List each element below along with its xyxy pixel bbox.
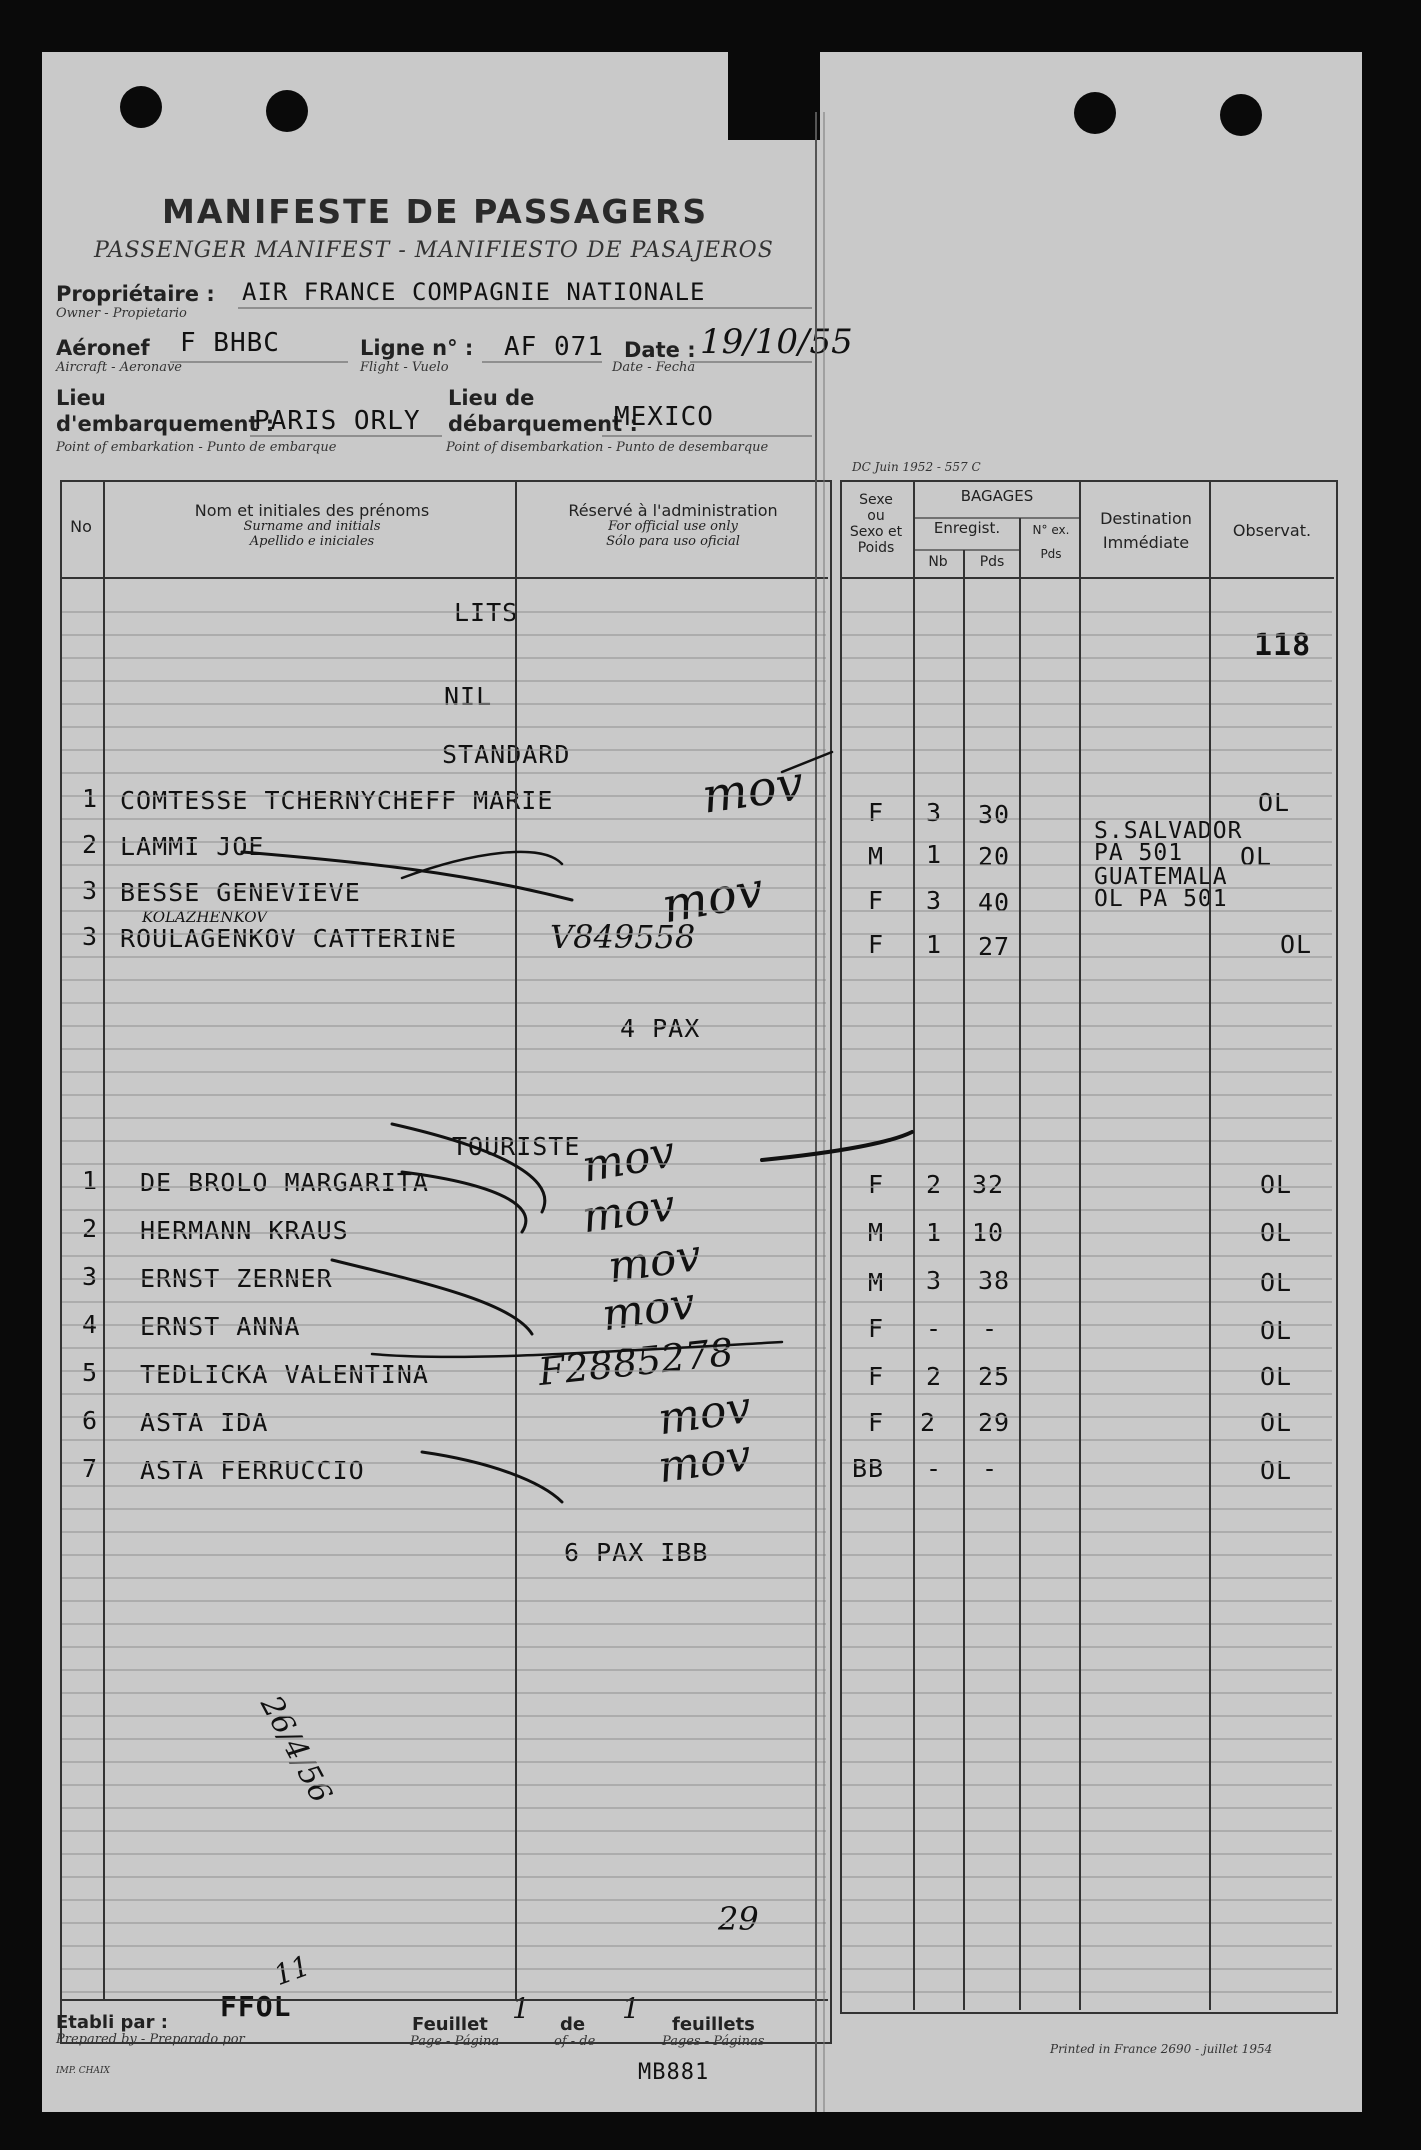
disembark-label-small: Point of disembarkation - Punto de desembarque bbox=[446, 440, 769, 455]
embark-label-2: d'embarquement : bbox=[56, 412, 275, 436]
observation: OL bbox=[1240, 842, 1273, 871]
disembark-value: MEXICO bbox=[614, 402, 714, 432]
date-label-small: Date - Fecha bbox=[612, 360, 696, 375]
handwritten-mov: mov bbox=[604, 1229, 705, 1294]
handwritten-passport: V849558 bbox=[550, 918, 696, 956]
col-bags: BAGAGES bbox=[960, 487, 1034, 505]
bag-count: 1 bbox=[926, 840, 943, 869]
bag-count: - bbox=[926, 1454, 943, 1483]
date-label: Date : bbox=[624, 338, 696, 362]
standard-total: 4 PAX bbox=[620, 1014, 701, 1043]
bag-count: 1 bbox=[926, 930, 943, 959]
bag-count: 2 bbox=[920, 1408, 937, 1437]
passenger-name: ERNST ANNA bbox=[140, 1312, 301, 1341]
col-pds: Pds bbox=[979, 554, 1005, 570]
col-admin: Réservé à l'administration For official use only Sólo para uso oficial bbox=[568, 501, 778, 550]
of-label: de bbox=[560, 2014, 586, 2035]
disembark-label-2: débarquement : bbox=[448, 412, 638, 436]
bag-weight: 40 bbox=[978, 888, 1011, 917]
passenger-sex: F bbox=[868, 1170, 885, 1199]
handwritten-mov: mov bbox=[598, 1277, 699, 1342]
bag-weight: 20 bbox=[978, 842, 1011, 871]
passenger-name: ROULAGENKOV CATTERINE bbox=[120, 924, 458, 953]
passenger-name: DE BROLO MARGARITA bbox=[140, 1168, 429, 1197]
bag-count: 2 bbox=[926, 1170, 943, 1199]
bag-weight: 29 bbox=[978, 1408, 1011, 1437]
col-extra: N° ex. Pds bbox=[1032, 523, 1070, 561]
destination: GUATEMALA OL PA 501 bbox=[1094, 864, 1228, 912]
seat-count: 118 bbox=[1254, 628, 1312, 663]
handwritten-mov: mov bbox=[578, 1179, 679, 1244]
row-no: 4 bbox=[81, 1310, 98, 1339]
handwritten-mov: mov bbox=[654, 1381, 755, 1446]
owner-label: Propriétaire : bbox=[56, 282, 215, 306]
sheets-label: feuillets bbox=[672, 2014, 755, 2035]
punch-hole bbox=[1074, 92, 1116, 134]
embark-value: PARIS ORLY bbox=[254, 406, 421, 436]
handwritten-mov: mov bbox=[654, 1429, 755, 1494]
bag-weight: - bbox=[982, 1454, 999, 1483]
observation: OL bbox=[1260, 1456, 1293, 1485]
of-label-small: of - de bbox=[554, 2034, 596, 2049]
row-no: 1 bbox=[81, 784, 98, 813]
bag-weight: 32 bbox=[972, 1170, 1005, 1199]
punch-hole bbox=[1220, 94, 1262, 136]
bag-count: 2 bbox=[926, 1362, 943, 1391]
passenger-sex: F bbox=[868, 1362, 885, 1391]
col-destination: Destination Immédiate bbox=[1100, 509, 1192, 553]
bag-count: 3 bbox=[926, 886, 943, 915]
col-checked: Enregist. bbox=[933, 519, 1001, 537]
handwritten-tick: 11 bbox=[269, 1948, 315, 1993]
handwritten-date-note: 26/4/56 bbox=[253, 1690, 339, 1809]
passenger-sex: F bbox=[868, 930, 885, 959]
handwritten-mov: mov bbox=[578, 1126, 679, 1193]
flight-label: Ligne n° : bbox=[360, 336, 474, 360]
passenger-name: LAMMI JOE bbox=[120, 832, 265, 861]
prepared-label-small: Prepared by - Preparado por bbox=[56, 2032, 245, 2047]
row-no: 3 bbox=[81, 1262, 98, 1291]
bag-weight: 25 bbox=[978, 1362, 1011, 1391]
bag-weight: 30 bbox=[978, 800, 1011, 829]
imprint-note: IMP. CHAIX bbox=[56, 2066, 110, 2076]
disembark-label-1: Lieu de bbox=[448, 386, 535, 410]
prepared-label: Etabli par : bbox=[56, 2012, 168, 2033]
observation: OL bbox=[1260, 1408, 1293, 1437]
sheets-label-small: Pages - Páginas bbox=[662, 2034, 765, 2049]
sheet-label-small: Page - Página bbox=[410, 2034, 500, 2049]
handwritten-mov: mov bbox=[657, 861, 768, 935]
sheet-value: 1 bbox=[512, 1992, 530, 2025]
col-sex: Sexe ou Sexo et Poids bbox=[849, 492, 903, 557]
passenger-name: BESSE GENEVIEVE bbox=[120, 878, 361, 907]
observation: OL bbox=[1260, 1268, 1293, 1297]
handwritten-mov: mov bbox=[698, 755, 807, 825]
embark-label-small: Point of embarkation - Punto de embarque bbox=[56, 440, 337, 455]
punch-hole bbox=[266, 90, 308, 132]
passenger-sex: M bbox=[868, 842, 885, 871]
flight-value: AF 071 bbox=[504, 332, 604, 362]
document-subtitle: PASSENGER MANIFEST - MANIFIESTO DE PASAJEROS bbox=[94, 238, 774, 263]
touriste-total: 6 PAX IBB bbox=[564, 1538, 709, 1567]
right-table-frame bbox=[840, 480, 1338, 2014]
bag-count: 1 bbox=[926, 1218, 943, 1247]
owner-value: AIR FRANCE COMPAGNIE NATIONALE bbox=[242, 278, 706, 306]
col-no: No bbox=[70, 517, 92, 536]
section-touriste: TOURISTE bbox=[452, 1132, 581, 1161]
observation: OL bbox=[1260, 1362, 1293, 1391]
observation: OL bbox=[1260, 1218, 1293, 1247]
passenger-sex: F bbox=[868, 1314, 885, 1343]
embark-label-1: Lieu bbox=[56, 386, 106, 410]
observation: OL bbox=[1260, 1170, 1293, 1199]
col-name: Nom et initiales des prénoms Surname and initials Apellido e iniciales bbox=[194, 501, 430, 550]
owner-label-small: Owner - Propietario bbox=[56, 306, 187, 321]
passenger-name: HERMANN KRAUS bbox=[140, 1216, 349, 1245]
date-value: 19/10/55 bbox=[700, 322, 853, 362]
bag-count: 3 bbox=[926, 1266, 943, 1295]
aircraft-label-small: Aircraft - Aeronave bbox=[56, 360, 182, 375]
handwritten-page-note: 29 bbox=[718, 1900, 759, 1938]
sheet-notch bbox=[728, 52, 820, 140]
col-observations: Observat. bbox=[1232, 521, 1312, 540]
bag-count: - bbox=[926, 1314, 943, 1343]
observation: OL bbox=[1258, 788, 1291, 817]
sheet-label: Feuillet bbox=[412, 2014, 488, 2035]
col-nb: Nb bbox=[928, 554, 948, 570]
left-table-frame bbox=[60, 480, 832, 2044]
aircraft-label: Aéronef bbox=[56, 336, 150, 360]
observation: OL bbox=[1260, 1316, 1293, 1345]
row-no: 5 bbox=[81, 1358, 98, 1387]
form-code: DC Juin 1952 - 557 C bbox=[852, 460, 981, 474]
handwritten-passport: F2885278 bbox=[536, 1329, 736, 1395]
passenger-sex: M bbox=[868, 1218, 885, 1247]
passenger-name: ERNST ZERNER bbox=[140, 1264, 333, 1293]
aircraft-value: F BHBC bbox=[180, 328, 280, 358]
manifest-sheet bbox=[42, 52, 1362, 2112]
section-lits: LITS bbox=[454, 598, 519, 627]
destination: S.SALVADOR PA 501 bbox=[1094, 818, 1243, 866]
row-no: 3 bbox=[81, 876, 98, 905]
punch-hole bbox=[120, 86, 162, 128]
observation: OL bbox=[1280, 930, 1313, 959]
of-value: 1 bbox=[622, 1992, 640, 2025]
row-no: 2 bbox=[81, 1214, 98, 1243]
bag-weight: 27 bbox=[978, 932, 1011, 961]
row-no: 7 bbox=[81, 1454, 98, 1483]
bag-count: 3 bbox=[926, 798, 943, 827]
printer-note: Printed in France 2690 - juillet 1954 bbox=[1050, 2042, 1273, 2056]
passenger-name: TEDLICKA VALENTINA bbox=[140, 1360, 429, 1389]
row-no: 1 bbox=[81, 1166, 98, 1195]
bag-weight: - bbox=[982, 1314, 999, 1343]
passenger-name: COMTESSE TCHERNYCHEFF MARIE bbox=[120, 786, 554, 815]
passenger-sex: F bbox=[868, 1408, 885, 1437]
prepared-value: FFOL bbox=[220, 1990, 292, 2023]
section-nil: NIL bbox=[444, 682, 493, 711]
section-standard: STANDARD bbox=[442, 740, 571, 769]
flight-label-small: Flight - Vuelo bbox=[360, 360, 449, 375]
bag-weight: 38 bbox=[978, 1266, 1011, 1295]
passenger-sex: F bbox=[868, 886, 885, 915]
passenger-sex: F bbox=[868, 798, 885, 827]
passenger-sex: M bbox=[868, 1268, 885, 1297]
row-no: 3 bbox=[81, 922, 98, 951]
passenger-name: ASTA FERRUCCIO bbox=[140, 1456, 365, 1485]
bag-weight: 10 bbox=[972, 1218, 1005, 1247]
row-no: 6 bbox=[81, 1406, 98, 1435]
row-no: 2 bbox=[81, 830, 98, 859]
document-title: MANIFESTE DE PASSAGERS bbox=[162, 192, 709, 231]
handwritten-kolazhenkov: KOLAZHENKOV bbox=[142, 908, 268, 926]
archive-number: MB881 bbox=[638, 2060, 710, 2085]
passenger-sex: BB bbox=[852, 1454, 885, 1483]
passenger-name: ASTA IDA bbox=[140, 1408, 269, 1437]
